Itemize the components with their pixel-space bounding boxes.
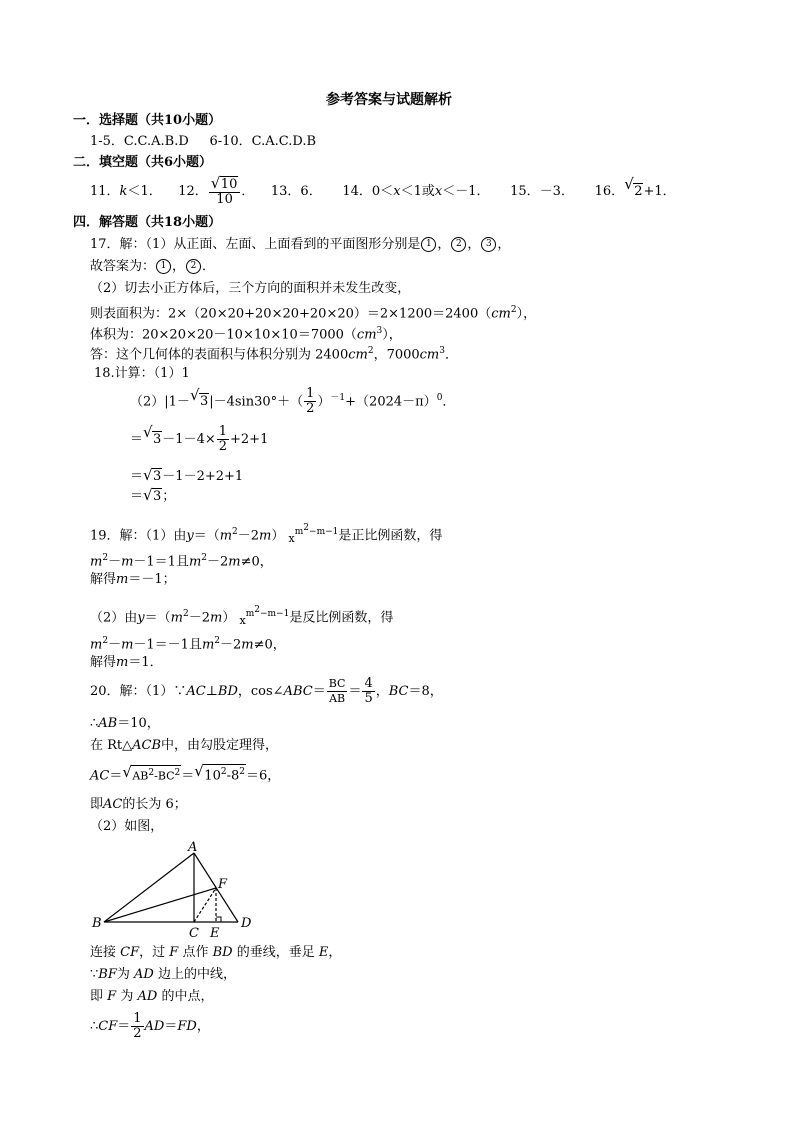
unit: cm <box>419 347 440 363</box>
unit: cm <box>491 306 511 322</box>
t: 中，由勾股定理得， <box>161 738 279 753</box>
q19-line6 <box>90 655 163 671</box>
q18-line3 <box>130 425 268 455</box>
q18-line5 <box>130 488 175 505</box>
var: m <box>116 572 129 587</box>
sqrt: √ 3 <box>143 423 162 447</box>
exp: 2 <box>214 636 221 646</box>
circle-2: 2 <box>186 259 201 274</box>
t: ＝1． <box>128 655 163 670</box>
q19-line2 <box>90 550 273 570</box>
t: 解得 <box>90 655 117 670</box>
q17-ans: 答：这个几何体的表面积与体积分别为 2400 <box>90 347 349 363</box>
q12-num: 12． <box>178 184 208 199</box>
q20-line3 <box>90 738 278 754</box>
segment-BF <box>104 888 216 922</box>
t: ∴ <box>90 1019 99 1034</box>
var: BF <box>98 967 117 982</box>
radicand: 3 <box>153 489 162 504</box>
t: +2+1 <box>230 432 269 447</box>
exp: －1 <box>330 393 346 403</box>
t: ∴ <box>90 716 99 731</box>
var: ACB <box>132 738 162 753</box>
var: m <box>121 554 134 570</box>
numerator: BC <box>328 677 346 690</box>
q20-line8 <box>90 967 236 983</box>
t: ＝8， <box>408 684 443 699</box>
t: ⊥ <box>205 684 218 699</box>
q11-rest: ＜1． <box>127 184 162 199</box>
q15: 15．－3． <box>510 184 574 199</box>
q17-volume: 体积为：20×20×20－10×10×10＝7000（ <box>90 327 357 343</box>
var: F <box>107 989 117 1004</box>
t: 为 <box>120 989 134 1004</box>
unit: cm <box>348 347 368 363</box>
q16-radicand: 2 <box>634 184 643 199</box>
q20-line7 <box>90 945 341 961</box>
label-D: D <box>241 916 252 931</box>
q14-b: ＜1或 <box>400 184 435 199</box>
exp: 2 <box>182 609 189 619</box>
t: ＝10， <box>117 716 160 731</box>
t: －2 <box>220 637 242 653</box>
radicand: 3 <box>199 394 209 410</box>
q19-line1 <box>90 520 442 544</box>
fraction <box>362 677 374 706</box>
t: 点作 <box>182 945 209 960</box>
exp: 2 <box>201 553 208 563</box>
var: AC <box>103 797 123 812</box>
t: －2 <box>188 610 210 626</box>
t: 的长为 6； <box>122 797 187 812</box>
exp: 2 <box>102 636 109 646</box>
var: AD <box>134 967 154 982</box>
numerator: 1 <box>133 1011 142 1026</box>
var: m <box>116 655 129 670</box>
q20-line4 <box>90 764 280 784</box>
section-fill: 二．填空题（共6小题） <box>73 155 213 170</box>
t: ， <box>328 945 342 960</box>
t: ＝ <box>117 1019 131 1034</box>
t: 在 Rt△ <box>90 738 133 753</box>
t: ≠0， <box>240 554 273 570</box>
var: m <box>170 610 183 626</box>
exp: 3 <box>376 326 383 336</box>
section-choice: 一．选择题（共10小题） <box>73 113 222 128</box>
var: m <box>90 554 103 570</box>
q19-line3 <box>90 572 176 588</box>
label-A: A <box>188 840 198 855</box>
q16-a: 16． <box>594 184 625 199</box>
t: 解得 <box>90 572 117 587</box>
t: 20．解：（1）∵ <box>90 684 187 699</box>
exp: −m−1 <box>259 609 290 619</box>
var: m <box>219 528 233 544</box>
t: 即 <box>90 797 104 812</box>
q18-line1: 18.计算：（1）1 <box>94 366 190 381</box>
t: |－4sin30°＋（ <box>209 394 304 410</box>
q17-line6 <box>90 343 458 363</box>
q14-x: x <box>393 184 401 199</box>
var: AD <box>144 1019 165 1034</box>
q14-a: 14．0＜ <box>342 184 394 199</box>
exp: 2 <box>303 523 310 533</box>
t: ） <box>222 610 236 626</box>
sqrt: √ 3 <box>143 486 162 504</box>
numerator: 1 <box>306 386 315 402</box>
var: m <box>90 637 103 653</box>
exp: 2 <box>254 605 260 615</box>
t: －2 <box>207 554 229 570</box>
q17-volume-end: ）， <box>382 327 402 343</box>
denominator: 2 <box>133 1026 142 1041</box>
circle-3: 3 <box>481 237 496 252</box>
exp: 2 <box>220 767 227 777</box>
exp: 2 <box>102 553 109 563</box>
t: ，过 <box>139 945 166 960</box>
q17-text: 17．解：（1）从正面、左面、上面看到的平面图形分别是 <box>90 237 421 252</box>
radicand: 3 <box>153 469 162 484</box>
t: ， <box>196 1019 210 1034</box>
q11-var: k <box>119 184 128 199</box>
t: ＝ <box>181 768 195 784</box>
q17-line2: 故答案为： 1 ， 2 ． <box>90 259 216 274</box>
t: 的中点， <box>161 989 214 1004</box>
t: ＝ <box>130 432 144 447</box>
circle-1: 1 <box>156 259 171 274</box>
exp: m <box>294 527 304 537</box>
q11-num: 11． <box>90 184 120 199</box>
var: y <box>186 528 194 544</box>
sqrt: √ $AB^2-BC^2$ <box>122 762 181 783</box>
exp: 2 <box>148 767 155 778</box>
t: － <box>108 637 122 653</box>
sqrt: √ 3 <box>189 386 209 410</box>
var: AC <box>90 768 110 784</box>
q20-line5 <box>90 797 187 813</box>
label-B: B <box>92 916 102 931</box>
radicand: -BC <box>154 769 175 783</box>
t: ＝－1； <box>128 572 176 587</box>
q20-line1 <box>90 677 443 707</box>
radicand: -8 <box>226 768 240 784</box>
var: m <box>241 637 254 653</box>
t: 即 <box>90 989 104 1004</box>
q12-fraction: √ 10 10 <box>209 176 241 207</box>
q17-line1: 17．解：（1）从正面、左面、上面看到的平面图形分别是 1 ， 2 ， 3 ， <box>90 237 511 252</box>
t: ） <box>271 528 285 544</box>
q17-line4 <box>90 302 536 322</box>
fraction <box>217 425 229 454</box>
t: ，cos∠ <box>237 684 284 699</box>
q18-line2 <box>130 384 455 416</box>
t: ＝ <box>164 1019 178 1034</box>
var: F <box>169 945 179 960</box>
var: x <box>288 532 295 546</box>
q12-rest: ． <box>241 184 255 199</box>
t: － <box>108 554 122 570</box>
t: ； <box>162 489 176 504</box>
exp: 0 <box>436 393 443 403</box>
denominator: 2 <box>306 401 315 417</box>
t: ＝ <box>130 489 144 504</box>
circle-1: 1 <box>421 237 436 252</box>
t: ＝（ <box>193 528 220 544</box>
radicand: 10 <box>204 768 221 784</box>
geometry-figure <box>88 840 258 940</box>
q13: 13．6． <box>270 184 322 199</box>
var: CF <box>98 1019 118 1034</box>
numerator: 1 <box>218 424 228 439</box>
t: （2）|1－ <box>130 394 190 410</box>
exp: 3 <box>439 346 445 356</box>
t: 19．解：（1）由 <box>90 528 187 544</box>
q17-area: 则表面积为：2×（20×20+20×20+20×20）＝2×1200＝2400（ <box>90 306 492 322</box>
var: FD <box>177 1019 197 1034</box>
q18-line4 <box>130 468 243 485</box>
var: AD <box>137 989 158 1004</box>
label-F: F <box>218 877 228 892</box>
q17-line5 <box>90 323 402 343</box>
var: BC <box>388 684 409 699</box>
q17-ans-end: ． <box>445 347 459 363</box>
q14-x2: x <box>434 184 443 199</box>
t: ＝ <box>312 684 326 699</box>
t: 边上的中线， <box>157 967 236 982</box>
var: BD <box>212 945 233 960</box>
q16-sqrt: √ 2 <box>624 175 643 199</box>
fill-answers <box>90 176 676 207</box>
var: m <box>259 528 272 544</box>
t: ＝ <box>109 768 123 784</box>
t: ＝6， <box>245 768 281 784</box>
var: m <box>201 637 215 653</box>
t: ＝ <box>348 684 362 699</box>
t: －1－2+2+1 <box>162 469 244 484</box>
denominator: 5 <box>364 691 373 706</box>
q19-line4 <box>90 602 393 626</box>
choice-answers: 1-5．C.C.A.B.D 6-10．C.A.C.D.B <box>90 134 317 149</box>
exp: 2 <box>174 767 181 778</box>
sqrt: √ 3 <box>143 466 162 484</box>
t: ＝（ <box>144 610 171 626</box>
var: BD <box>217 684 238 699</box>
t: （2）由 <box>90 610 138 626</box>
t: 的垂线，垂足 <box>236 945 315 960</box>
page-title: 参考答案与试题解析 <box>326 92 452 108</box>
label-E: E <box>210 926 220 940</box>
q16-b: +1． <box>643 184 676 199</box>
sqrt: √ $10^2-8^2$ <box>194 762 245 784</box>
q20-line9 <box>90 989 213 1005</box>
t: ） <box>317 394 331 410</box>
fraction <box>131 1012 143 1041</box>
var: m <box>210 610 223 626</box>
exp: 2 <box>232 527 238 537</box>
t: 连接 <box>90 945 117 960</box>
t: －2 <box>237 528 260 544</box>
q17-area-end: ）， <box>516 306 537 322</box>
var: y <box>137 610 145 626</box>
var: AC <box>186 684 206 699</box>
exp: m <box>245 609 255 619</box>
fraction <box>304 387 316 416</box>
q20-line2 <box>90 716 160 732</box>
radicand: AB <box>132 769 149 783</box>
t: ＝ <box>130 469 144 484</box>
right-angle-mark <box>216 917 221 922</box>
t: ≠0， <box>253 637 286 653</box>
exp: 2 <box>367 346 374 356</box>
q17-answer-label: 故答案为： <box>90 259 156 274</box>
t: ， <box>375 684 389 699</box>
t: +（2024－π） <box>345 394 437 410</box>
var: m <box>188 554 202 570</box>
q14-c: ＜－1． <box>442 184 490 199</box>
denominator: 2 <box>218 439 228 454</box>
exp: 2 <box>239 767 245 777</box>
segment-BA <box>104 853 194 922</box>
label-C: C <box>189 926 199 940</box>
t: －1－4× <box>162 432 216 447</box>
q20-line6: （2）如图， <box>90 819 164 834</box>
denominator: AB <box>329 692 346 705</box>
t: ∵ <box>90 967 99 982</box>
t: －1＝－1且 <box>133 637 202 653</box>
var: AB <box>98 716 118 731</box>
var: m <box>121 637 134 653</box>
fraction <box>327 677 348 706</box>
var: x <box>239 614 246 628</box>
radicand: 3 <box>153 432 162 447</box>
q17-line3: （2）切去小正方体后，三个方向的面积并未发生改变， <box>90 281 411 296</box>
section-solve: 四．解答题（共18小题） <box>73 215 222 230</box>
q12-denominator: 10 <box>216 192 233 207</box>
var: ABC <box>283 684 313 699</box>
exp: 2 <box>510 305 517 315</box>
unit: cm <box>356 327 377 343</box>
q19-line5 <box>90 633 286 653</box>
t: 为 <box>116 967 130 982</box>
t: 是正比例函数，得 <box>338 528 443 544</box>
var: CF <box>120 945 140 960</box>
numerator: 4 <box>364 676 373 691</box>
exp: −m−1 <box>309 527 339 537</box>
circle-2: 2 <box>451 237 466 252</box>
t: －1＝1且 <box>133 554 189 570</box>
q12-numerator: 10 <box>220 177 238 192</box>
t: 是反比例函数，得 <box>289 610 394 626</box>
q20-line10 <box>90 1012 210 1042</box>
var: E <box>318 945 329 960</box>
t: ． <box>442 394 456 410</box>
var: m <box>228 554 241 570</box>
q17-ans-mid: ，7000 <box>373 347 420 363</box>
